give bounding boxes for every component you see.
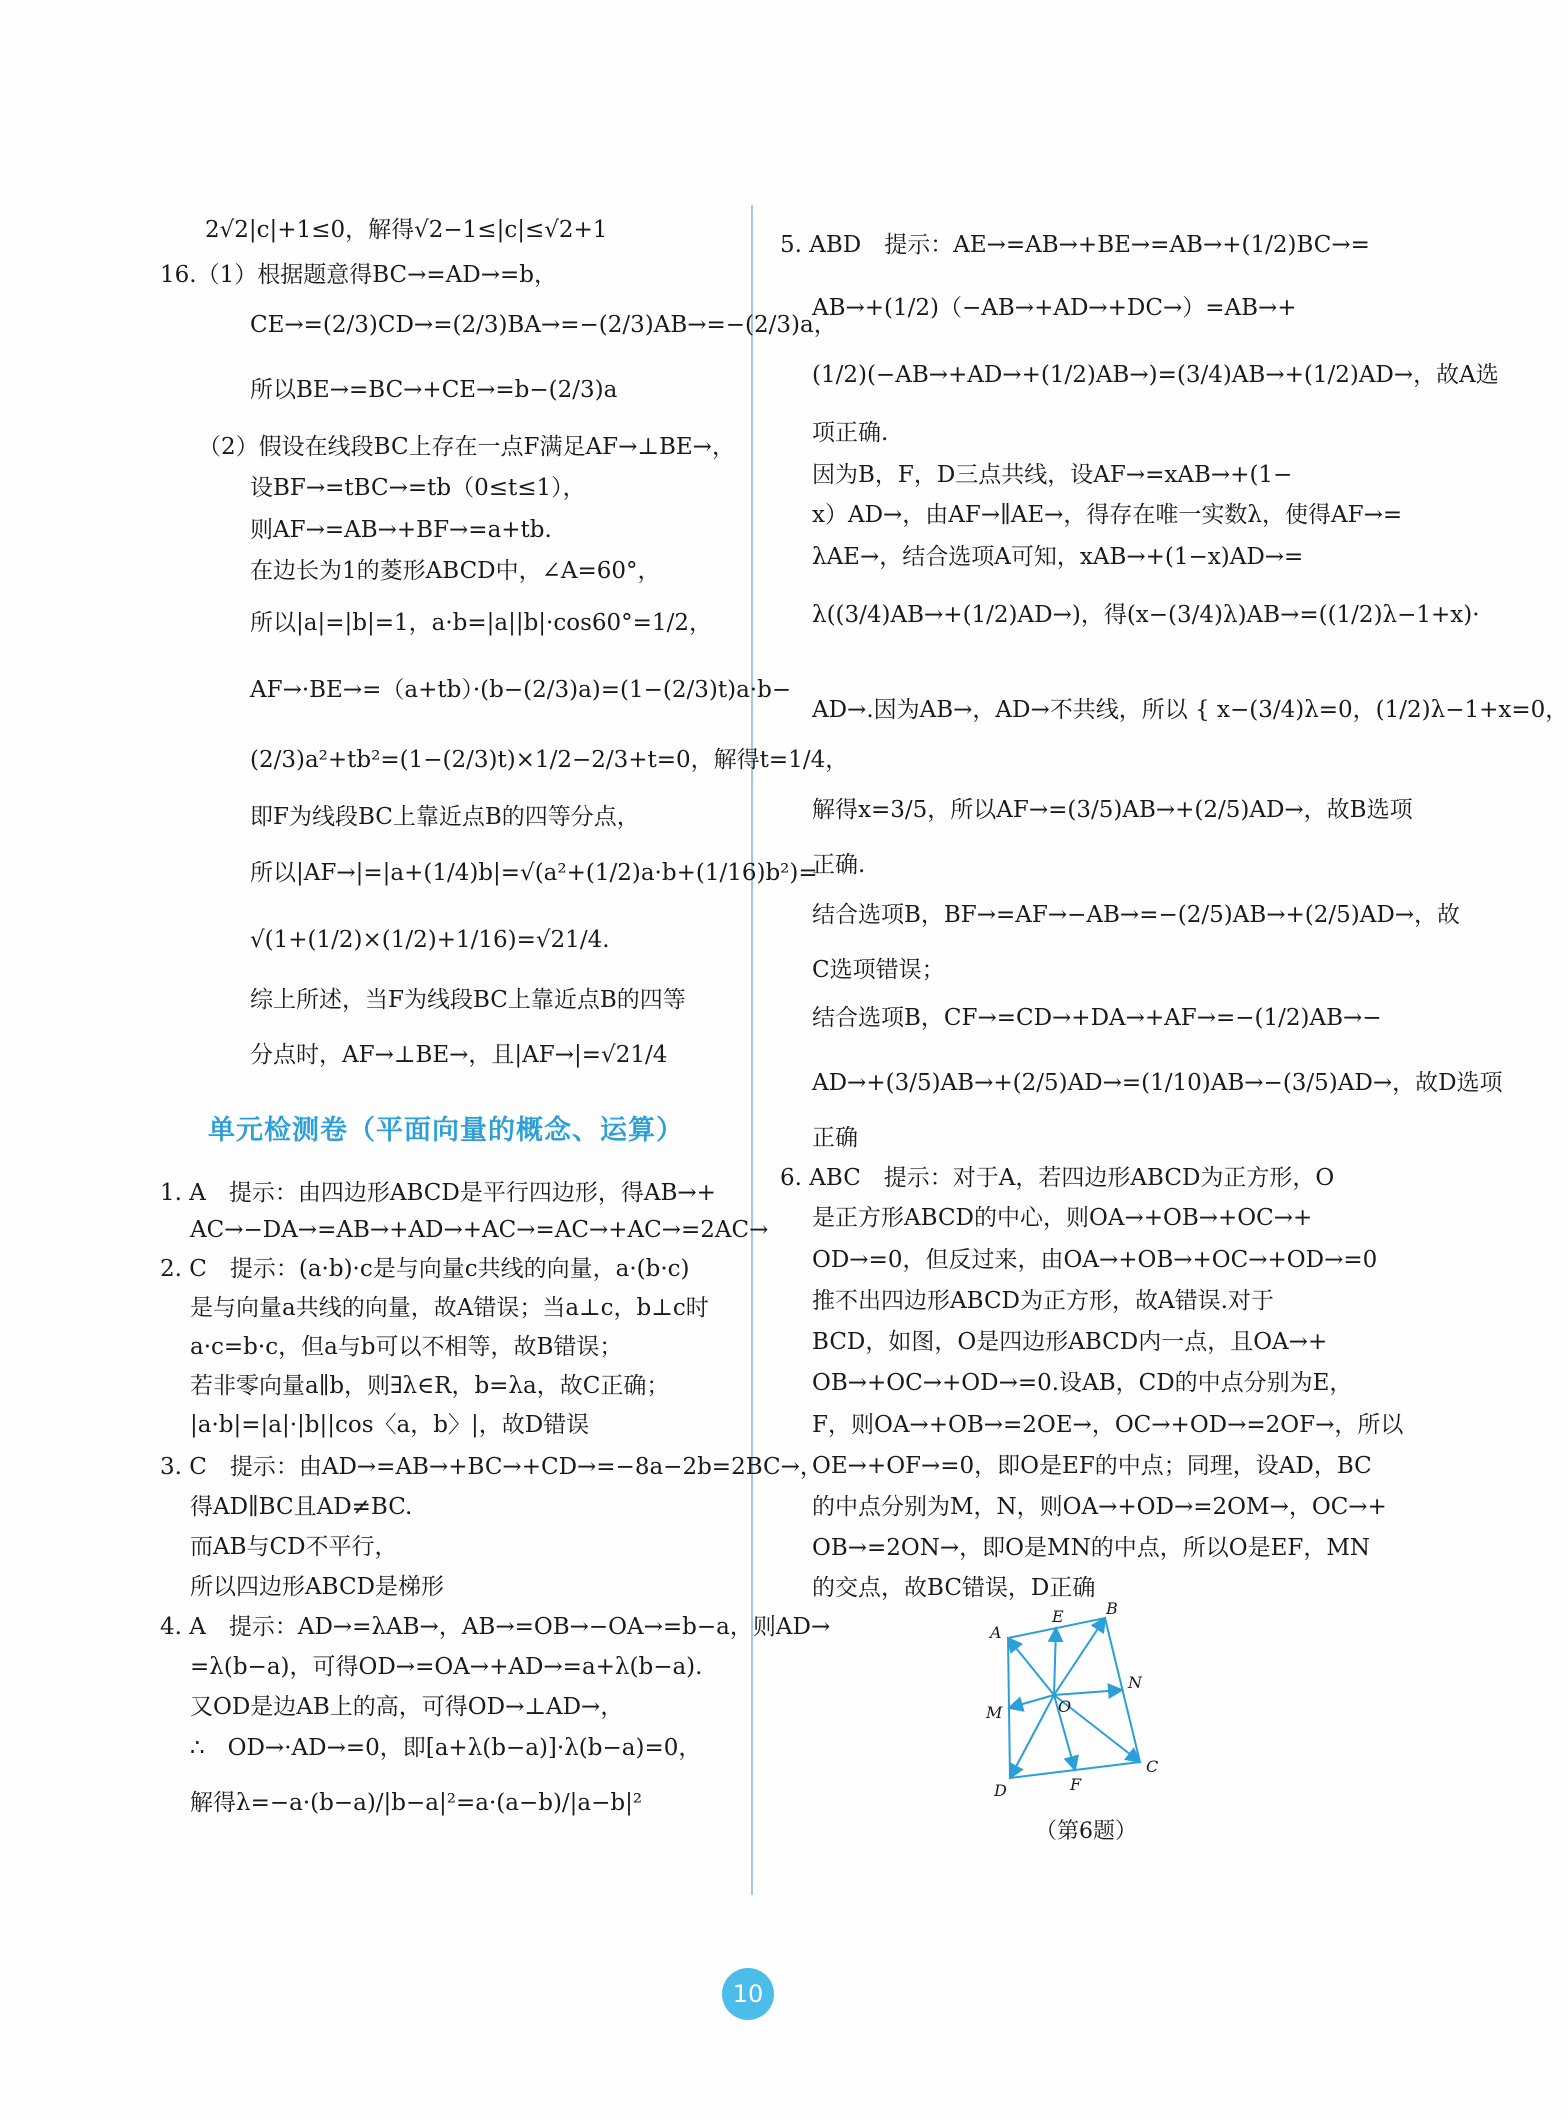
- text-line: OB→=2ON→，即O是MN的中点，所以O是EF，MN: [812, 1535, 1370, 1561]
- text-line: 是正方形ABCD的中心，则OA→+OB→+OC→+: [812, 1205, 1313, 1231]
- label-O: O: [1058, 1697, 1072, 1716]
- text-line: 若非零向量a∥b，则∃λ∈R，b=λa，故C正确；: [190, 1373, 670, 1399]
- text-line: 解得λ=−a·(b−a)/|b−a|²=a·(a−b)/|a−b|²: [190, 1790, 643, 1816]
- quadrilateral-figure: [980, 1600, 1180, 1810]
- text-line: 3. C 提示：由AD→=AB→+BC→+CD→=−8a−2b=2BC→，: [160, 1454, 823, 1480]
- text-line: 所以四边形ABCD是梯形: [190, 1574, 444, 1600]
- quadrilateral-outline: [1008, 1618, 1140, 1778]
- page-number: 10: [722, 1968, 774, 2020]
- text-line: (2/3)a²+tb²=(1−(2/3)t)×1/2−2/3+t=0，解得t=1/4，: [250, 747, 849, 773]
- text-line: 则AF→=AB→+BF→=a+tb.: [250, 517, 552, 543]
- text-line: C选项错误；: [812, 957, 945, 983]
- text-line: λ((3/4)AB→+(1/2)AD→)，得(x−(3/4)λ)AB→=((1/2)λ−1+x)·: [812, 602, 1480, 628]
- text-line: F，则OA→+OB→=2OE→，OC→+OD→=2OF→，所以: [812, 1412, 1404, 1438]
- label-M: M: [986, 1703, 1003, 1722]
- text-line: x）AD→，由AF→∥AE→，得存在唯一实数λ，使得AF→=: [812, 502, 1403, 528]
- text-line: 设BF→=tBC→=tb（0≤t≤1），: [250, 475, 586, 501]
- text-line: |a·b|=|a|·|b||cos〈a，b〉|，故D错误: [190, 1412, 590, 1438]
- text-line: 结合选项B，BF→=AF→−AB→=−(2/5)AB→+(2/5)AD→，故: [812, 902, 1461, 928]
- vector-ON: [1054, 1690, 1122, 1695]
- text-line: 的中点分别为M，N，则OA→+OD→=2OM→，OC→+: [812, 1494, 1387, 1520]
- text-line: 2. C 提示：(a·b)·c是与向量c共线的向量，a·(b·c): [160, 1256, 690, 1282]
- text-line: AD→.因为AB→，AD→不共线，所以 { x−(3/4)λ=0，(1/2)λ−1+x=0，: [812, 697, 1568, 723]
- text-line: 结合选项B，CF→=CD→+DA→+AF→=−(1/2)AB→−: [812, 1005, 1382, 1031]
- text-line: 所以|a|=|b|=1，a·b=|a||b|·cos60°=1/2，: [250, 610, 712, 636]
- text-line: AC→−DA→=AB→+AD→+AC→=AC→+AC→=2AC→: [190, 1217, 769, 1243]
- vector-OD: [1010, 1695, 1054, 1778]
- text-line: 正确: [812, 1125, 858, 1151]
- text-line: 又OD是边AB上的高，可得OD→⊥AD→，: [190, 1694, 624, 1720]
- text-line: 得AD∥BC且AD≠BC.: [190, 1494, 413, 1520]
- vector-OB: [1054, 1618, 1105, 1695]
- text-line: 的交点，故BC错误，D正确: [812, 1575, 1096, 1601]
- text-line: OB→+OC→+OD→=0.设AB，CD的中点分别为E，: [812, 1370, 1353, 1396]
- label-F: F: [1070, 1775, 1082, 1794]
- text-line: ∴ OD→·AD→=0，即[a+λ(b−a)]·λ(b−a)=0，: [190, 1735, 702, 1761]
- text-line: 综上所述，当F为线段BC上靠近点B的四等: [250, 987, 686, 1013]
- text-line: 因为B，F，D三点共线，设AF→=xAB→+(1−: [812, 462, 1293, 488]
- text-line: 6. ABC 提示：对于A，若四边形ABCD为正方形，O: [780, 1165, 1335, 1191]
- text-line: AF→·BE→=（a+tb）·(b−(2/3)a)=(1−(2/3)t)a·b−: [250, 677, 792, 703]
- text-line: =λ(b−a)，可得OD→=OA→+AD→=a+λ(b−a).: [190, 1654, 703, 1680]
- label-E: E: [1052, 1607, 1064, 1626]
- text-line: （2）假设在线段BC上存在一点F满足AF→⊥BE→，: [198, 434, 735, 460]
- label-C: C: [1146, 1757, 1159, 1776]
- text-line: 5. ABD 提示：AE→=AB→+BE→=AB→+(1/2)BC→=: [780, 232, 1370, 258]
- text-line: 所以|AF→|=|a+(1/4)b|=√(a²+(1/2)a·b+(1/16)b²)=: [250, 860, 818, 886]
- vector-OE: [1054, 1628, 1056, 1695]
- text-line: 项正确.: [812, 420, 889, 446]
- text-line: 4. A 提示：AD→=λAB→，AB→=OB→−OA→=b−a，则AD→: [160, 1614, 831, 1640]
- text-line: BCD，如图，O是四边形ABCD内一点，且OA→+: [812, 1329, 1328, 1355]
- text-line: 所以BE→=BC→+CE→=b−(2/3)a: [250, 377, 618, 403]
- text-line: 16.（1）根据题意得BC→=AD→=b，: [160, 262, 557, 288]
- text-line: 分点时，AF→⊥BE→，且|AF→|=√21/4: [250, 1042, 668, 1068]
- label-A: A: [990, 1623, 1002, 1642]
- figure-caption: （第6题）: [1035, 1819, 1137, 1844]
- text-line: 在边长为1的菱形ABCD中，∠A=60°，: [250, 558, 661, 584]
- label-N: N: [1128, 1673, 1142, 1692]
- text-line: 即F为线段BC上靠近点B的四等分点，: [250, 804, 640, 830]
- text-line: OD→=0，但反过来，由OA→+OB→+OC→+OD→=0: [812, 1247, 1378, 1273]
- text-line: 正确.: [812, 852, 866, 878]
- vector-OA: [1008, 1638, 1054, 1695]
- text-line: 1. A 提示：由四边形ABCD是平行四边形，得AB→+: [160, 1180, 716, 1206]
- text-line: 2√2|c|+1≤0，解得√2−1≤|c|≤√2+1: [205, 217, 608, 243]
- text-line: AD→+(3/5)AB→+(2/5)AD→=(1/10)AB→−(3/5)AD→，故D选项: [812, 1070, 1503, 1096]
- text-line: 推不出四边形ABCD为正方形，故A错误.对于: [812, 1288, 1274, 1314]
- text-line: λAE→，结合选项A可知，xAB→+(1−x)AD→=: [812, 544, 1304, 570]
- label-D: D: [994, 1781, 1007, 1800]
- text-line: AB→+(1/2)（−AB→+AD→+DC→）=AB→+: [812, 295, 1297, 321]
- text-line: CE→=(2/3)CD→=(2/3)BA→=−(2/3)AB→=−(2/3)a，: [250, 312, 837, 338]
- text-line: (1/2)(−AB→+AD→+(1/2)AB→)=(3/4)AB→+(1/2)AD→，故A选: [812, 362, 1499, 388]
- text-line: √(1+(1/2)×(1/2)+1/16)=√21/4.: [250, 927, 610, 953]
- text-line: a·c=b·c，但a与b可以不相等，故B错误；: [190, 1334, 623, 1360]
- text-line: 是与向量a共线的向量，故A错误；当a⊥c，b⊥c时: [190, 1295, 709, 1321]
- text-line: 而AB与CD不平行，: [190, 1534, 398, 1560]
- label-B: B: [1106, 1599, 1118, 1618]
- text-line: OE→+OF→=0，即O是EF的中点；同理，设AD，BC: [812, 1453, 1372, 1479]
- section-heading: 单元检测卷（平面向量的概念、运算）: [208, 1115, 684, 1146]
- text-line: 解得x=3/5，所以AF→=(3/5)AB→+(2/5)AD→，故B选项: [812, 797, 1413, 823]
